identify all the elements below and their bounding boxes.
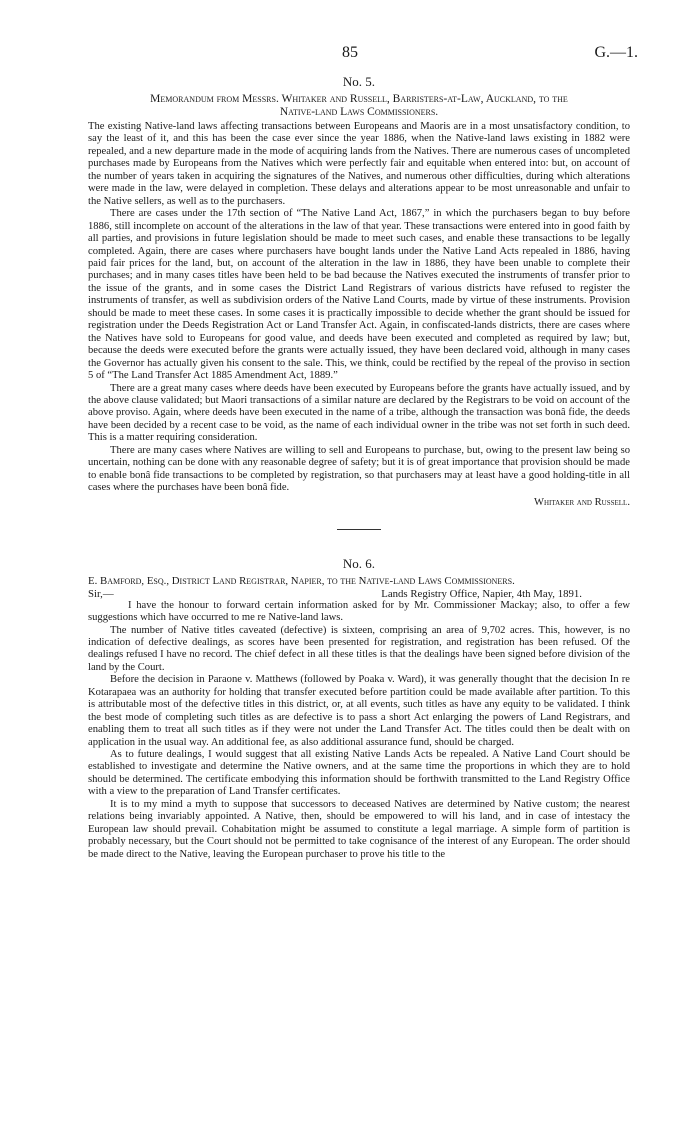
document-reference: G.—1.: [594, 44, 638, 61]
salutation: Sir,—: [88, 587, 114, 600]
paragraph: The number of Native titles caveated (defective) is sixteen, comprising an area of 9,702 acres. This, however, is no indication of defective dealings, as scores have been presented for registration, and registration has been refused. Of the dealings refused I have no record. The chief defect in all these titles is that the dealings have been signed before division of the land by the Court.: [88, 624, 630, 673]
paragraph: The existing Native-land laws affecting transactions between Europeans and Maoris are in a most unsatisfactory condition, to say the least of it, and this has been the case ever since the year 1886, when the Native-land laws existing in 1882 were repealed, and a new departure made in the mode of acquiring lands from the Natives. There are numerous cases of uncompleted purchases made by Europeans from the Natives which were perfectly fair and equitable when entered into: but, on account of the number of years taken in acquiring the signatures of the Natives, and numerous other difficulties, during which alterations were made in the law, were delayed in completion. These delays and alterations appear to be most unreasonable and unfair to the Native sellers, as well as to the purchasers.: [88, 121, 630, 207]
salutation-row: [88, 588, 630, 600]
page-number: 85: [342, 44, 358, 61]
paragraph: There are many cases where Natives are willing to sell and Europeans to purchase, but, owing to the present law being so uncertain, nothing can be done with any reasonable degree of safety; but it is of great importance that provision should be made to enable bonâ fide transactions to be completed by registration, so that purchasers may at least have a good holding-title in all cases where the purchases have been bonâ fide.: [88, 444, 630, 494]
paragraph: There are cases under the 17th section of “The Native Land Act, 1867,” in which the purchasers began to buy before 1886, still incomplete on account of the alterations in the law of that year. These transactions were entered into in good faith by all parties, and provisions in future legislation should be made to meet such cases, and enable these transactions to be legally completed. Again, there are cases where purchasers have bought lands under the Native Land Acts repealed in 1886, having paid fair prices for the land, but, on account of the alteration in the law in 1886, they have been unable to complete their purchases; and in many cases titles have been held to be bad because the Natives executed the instruments of transfer prior to the issue of the grants, and in some cases the District Land Registrars of various districts have refused to register the instruments of transfer, as well as subdivision orders of the Native Land Courts, made by virtue of these instruments. Provision should be made to meet these cases. In some cases it is practically impossible to decide whether the grant should be issued for registration under the Deeds Registration Act or Land Transfer Act. Again, in confiscated-lands districts, there are cases where the Natives have sold to Europeans for good value, and deeds have been executed and completed as required by law; but, because the deeds were executed before the grants were actually issued, they have been declared void, although in many cases the Governor has actually given his consent to the sale. This, we think, could be rectified by the repeal of the proviso in section 5 of “The Land Transfer Act 1885 Amendment Act, 1889.”: [88, 208, 630, 382]
title-line: Native-land Laws Commissioners.: [279, 106, 439, 118]
paragraph: I have the honour to forward certain information asked for by Mr. Commissioner Mackay; also, to offer a few suggestions which have occurred to me re Native-land laws.: [88, 599, 630, 624]
memorandum-title: [88, 93, 630, 119]
paragraph: As to future dealings, I would suggest that all existing Native Lands Acts be repealed. A Native Land Court should be established to investigate and determine the Native owners, and at the same time the proportions in which they are to hold should be determined. The certificate embodying this information should be forthwith transmitted to the Land Registry Office with a view to the preparation of Land Transfer certificates.: [88, 749, 630, 798]
signature: Whitaker and Russell.: [533, 496, 630, 508]
paragraph: Before the decision in Paraone v. Matthews (followed by Poaka v. Ward), it was generally thought that the decision In re Kotarapaea was an authority for holding that transfer executed before partition could be made available after partition. To this is attributable most of the defective titles in this district, or, at all events, such titles as have any equity to be validated. I think the best mode of completing such titles as are defective is to pass a short Act enlarging the powers of Land Registrars, and enabling them to treat all such titles as if they were not under the Land Transfer Act. The titles could then be dealt with on application in the usual way. An additional fee, as also additional assurance fund, should be charged.: [88, 674, 630, 748]
section-divider: [337, 529, 381, 530]
page-header: [0, 44, 700, 64]
page-body: [88, 74, 630, 861]
paragraph: It is to my mind a myth to suppose that successors to deceased Natives are determined by Native custom; the nearest relations being invariably appointed. A Native, then, should be empowered to will his land, and in case of intestacy the European law should prevail. Cohabitation might be assumed to constitute a legal marriage. A simple form of partition is probably necessary, but the Court should not be permitted to take cognisance of the interest of any European. The order should be made direct to the Native, leaving the European purchaser to prove his title to the: [88, 798, 630, 860]
title-line: Memorandum from Messrs. Whitaker and Russell, Barristers-at-Law, Auckland, to the: [150, 93, 568, 105]
memorandum-no-5: [88, 74, 630, 509]
letter-no-6: [88, 556, 630, 862]
section-number: No. 6.: [342, 555, 376, 571]
letter-title: E. Bamford, Esq., District Land Registrar, Napier, to the Native-land Laws Commissioners.: [88, 574, 515, 587]
location-date: Lands Registry Office, Napier, 4th May, 1891.: [381, 587, 582, 600]
paragraph: There are a great many cases where deeds have been executed by Europeans before the grants have actually issued, and by the above clause validated; but Maori transactions of a similar nature are declared by the Registrars to be void on account of the above proviso. Again, where deeds have been executed in the name of a tribe, although the transaction was bonâ fide, the deeds have been decided by a recent case to be void, as the name of each individual owner in the tribe was not set forth in such deed. This is a matter requiring consideration.: [88, 382, 630, 444]
section-number: No. 5.: [342, 74, 376, 89]
